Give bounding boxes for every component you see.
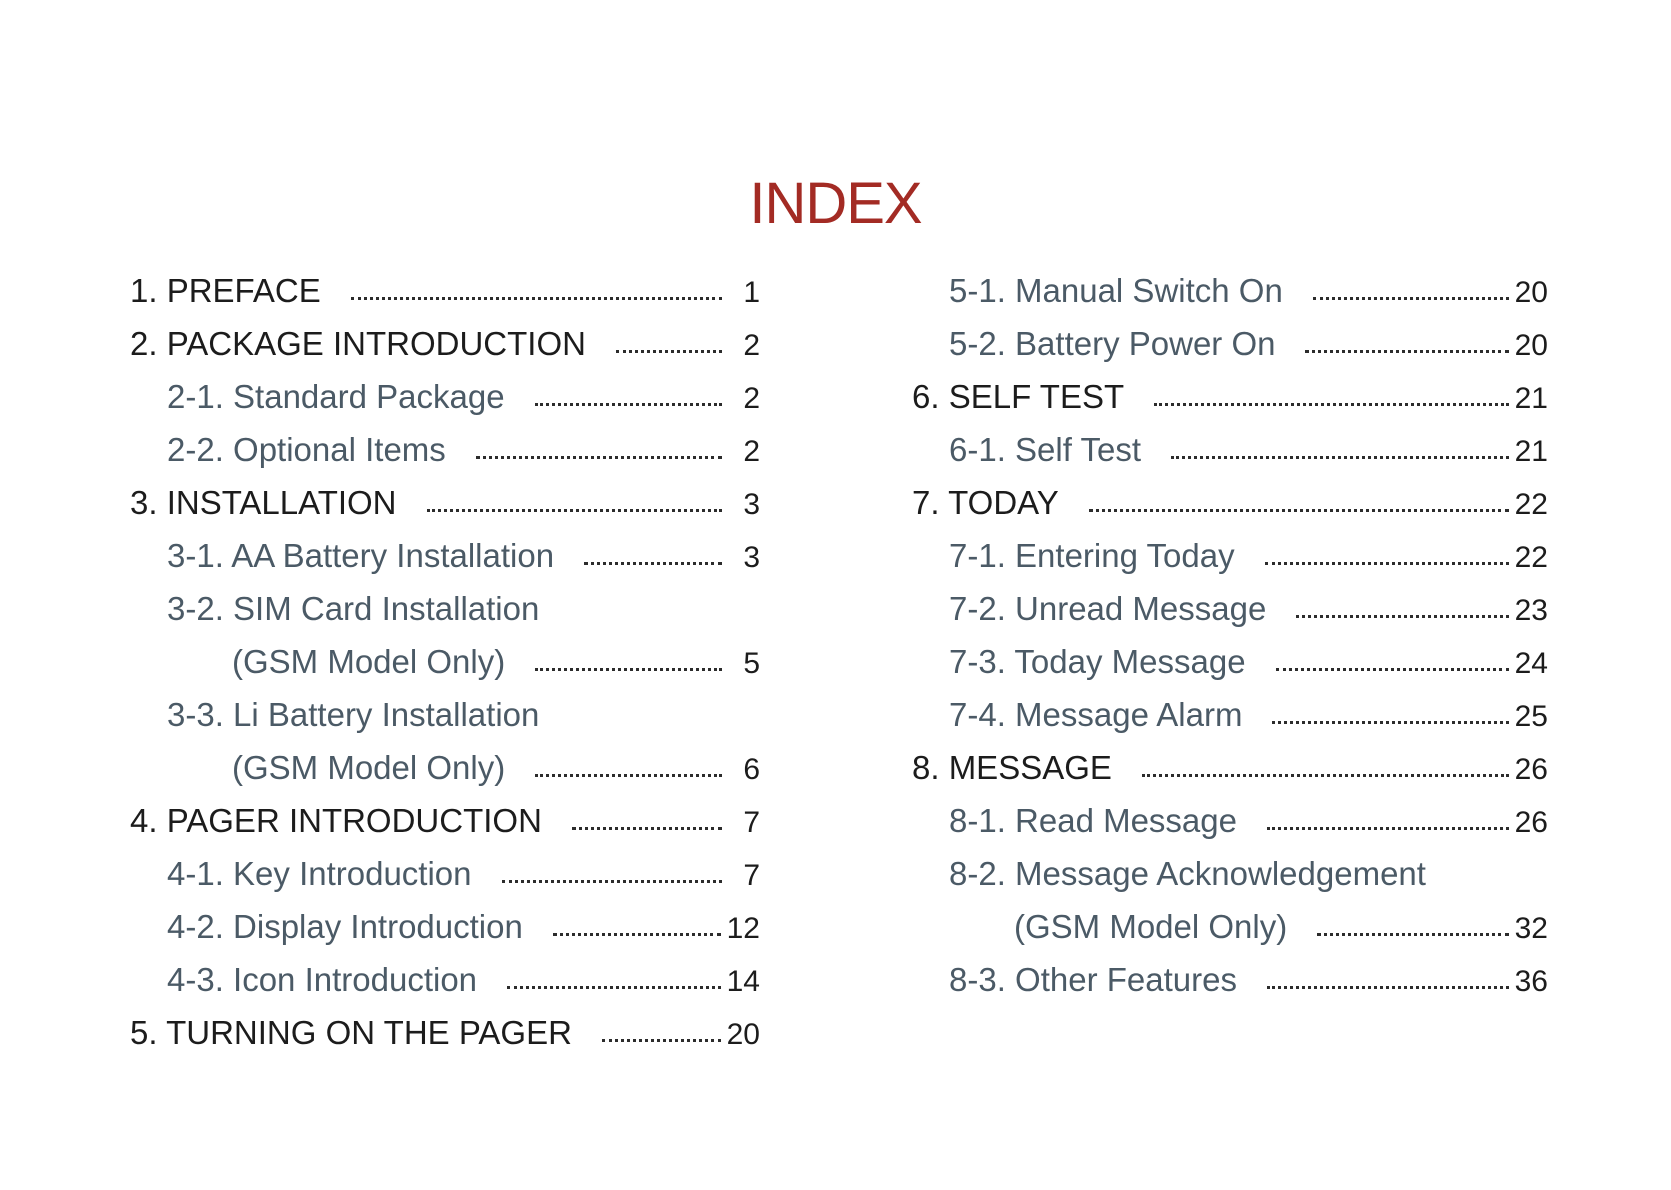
toc-leader-dots: [572, 827, 722, 830]
toc-leader-dots: [553, 933, 721, 936]
toc-page-number: 5: [743, 647, 760, 680]
toc-leader-dots: [1171, 456, 1509, 459]
toc-page-number: 20: [1514, 276, 1548, 309]
toc-entry: [130, 272, 760, 325]
toc-leader-dots: [535, 774, 722, 777]
toc-entry-label: 1. PREFACE: [130, 272, 321, 309]
toc-entry: [912, 484, 1548, 537]
toc-right-column: [912, 272, 1548, 1014]
toc-entry-label: 2. PACKAGE INTRODUCTION: [130, 325, 586, 362]
toc-entry-label: 4. PAGER INTRODUCTION: [130, 802, 542, 839]
toc-entry: [912, 537, 1548, 590]
toc-page-number: 23: [1514, 594, 1548, 627]
toc-page-number: 36: [1514, 965, 1548, 998]
toc-entry: [912, 431, 1548, 484]
toc-page-number: 2: [743, 435, 760, 468]
toc-entry-label: 6-1. Self Test: [949, 431, 1141, 468]
toc-entry-label: 7-3. Today Message: [949, 643, 1246, 680]
toc-page-number: 22: [1514, 488, 1548, 521]
toc-leader-dots: [507, 986, 721, 989]
toc-entry-label: 2-2. Optional Items: [167, 431, 446, 468]
toc-leader-dots: [1265, 562, 1509, 565]
toc-leader-dots: [1296, 615, 1508, 618]
toc-leader-dots: [616, 350, 722, 353]
toc-entry: [130, 590, 760, 643]
toc-entry: [130, 908, 760, 961]
toc-entry: [912, 961, 1548, 1014]
toc-page-number: 14: [726, 965, 760, 998]
toc-entry-label: 3-2. SIM Card Installation: [167, 590, 540, 627]
toc-entry: [130, 961, 760, 1014]
toc-page-number: 20: [1514, 329, 1548, 362]
toc-page-number: 3: [743, 541, 760, 574]
toc-entry-label: 8. MESSAGE: [912, 749, 1112, 786]
toc-entry: [130, 643, 760, 696]
toc-leader-dots: [1267, 827, 1509, 830]
toc-leader-dots: [584, 562, 722, 565]
toc-page-number: 2: [743, 382, 760, 415]
toc-entry-label: 3-1. AA Battery Installation: [167, 537, 555, 574]
toc-entry-label: 3. INSTALLATION: [130, 484, 397, 521]
toc-page-number: 26: [1514, 753, 1548, 786]
toc-entry-label: 7-4. Message Alarm: [949, 696, 1243, 733]
toc-page-number: 2: [743, 329, 760, 362]
toc-leader-dots: [427, 509, 722, 512]
toc-entry: [130, 749, 760, 802]
toc-entry-label: 5-2. Battery Power On: [949, 325, 1276, 362]
toc-entry-label: 4-3. Icon Introduction: [167, 961, 478, 998]
toc-page-number: 21: [1514, 435, 1548, 468]
toc-entry: [130, 431, 760, 484]
toc-entry: [912, 696, 1548, 749]
toc-entry: [912, 643, 1548, 696]
toc-entry: [912, 378, 1548, 431]
toc-entry-label: 5. TURNING ON THE PAGER: [130, 1014, 572, 1051]
toc-entry: [130, 802, 760, 855]
toc-entry: [130, 484, 760, 537]
toc-page-number: 6: [743, 753, 760, 786]
toc-page-number: 7: [743, 859, 760, 892]
toc-entry: [912, 749, 1548, 802]
toc-entry-label: (GSM Model Only): [232, 749, 506, 786]
toc-entry: [912, 325, 1548, 378]
toc-leader-dots: [1305, 350, 1508, 353]
page-title: INDEX: [749, 171, 922, 236]
toc-entry-label: 3-3. Li Battery Installation: [167, 696, 540, 733]
toc-entry-label: 7-2. Unread Message: [949, 590, 1267, 627]
toc-leader-dots: [1313, 297, 1509, 300]
toc-entry-label: (GSM Model Only): [232, 643, 506, 680]
toc-entry: [130, 696, 760, 749]
toc-entry: [912, 272, 1548, 325]
toc-page-number: 20: [726, 1018, 760, 1051]
toc-entry: [130, 855, 760, 908]
toc-entry-label: 7. TODAY: [912, 484, 1059, 521]
toc-entry-label: 8-3. Other Features: [949, 961, 1237, 998]
toc-leader-dots: [602, 1039, 721, 1042]
toc-entry-label: 2-1. Standard Package: [167, 378, 505, 415]
toc-page-number: 3: [743, 488, 760, 521]
toc-entry: [130, 378, 760, 431]
toc-page-number: 7: [743, 806, 760, 839]
toc-entry: [130, 1014, 760, 1067]
toc-entry-label: 6. SELF TEST: [912, 378, 1125, 415]
toc-leader-dots: [351, 297, 722, 300]
toc-page-number: 21: [1514, 382, 1548, 415]
toc-page-number: 1: [743, 276, 760, 309]
toc-entry-label: 4-2. Display Introduction: [167, 908, 523, 945]
toc-page-number: 22: [1514, 541, 1548, 574]
toc-page-number: 25: [1514, 700, 1548, 733]
toc-entry: [912, 802, 1548, 855]
toc-leader-dots: [1142, 774, 1509, 777]
toc-entry: [912, 855, 1548, 908]
toc-leader-dots: [476, 456, 722, 459]
toc-leader-dots: [1276, 668, 1509, 671]
toc-leader-dots: [1089, 509, 1509, 512]
toc-entry-label: 5-1. Manual Switch On: [949, 272, 1283, 309]
toc-entry: [912, 590, 1548, 643]
toc-entry-label: 8-1. Read Message: [949, 802, 1237, 839]
toc-page-number: 24: [1514, 647, 1548, 680]
toc-entry-label: 8-2. Message Acknowledgement: [949, 855, 1426, 892]
toc-entry-label: (GSM Model Only): [1014, 908, 1288, 945]
toc-page-number: 12: [726, 912, 760, 945]
toc-entry-label: 7-1. Entering Today: [949, 537, 1235, 574]
toc-leader-dots: [502, 880, 722, 883]
toc-entry: [130, 537, 760, 590]
toc-entry: [912, 908, 1548, 961]
toc-leader-dots: [535, 668, 722, 671]
toc-leader-dots: [1267, 986, 1509, 989]
toc-page-number: 32: [1514, 912, 1548, 945]
toc-leader-dots: [1272, 721, 1508, 724]
toc-leader-dots: [535, 403, 722, 406]
toc-leader-dots: [1154, 403, 1508, 406]
toc-leader-dots: [1317, 933, 1508, 936]
toc-left-column: [130, 272, 760, 1067]
toc-entry: [130, 325, 760, 378]
toc-entry-label: 4-1. Key Introduction: [167, 855, 472, 892]
toc-page-number: 26: [1514, 806, 1548, 839]
